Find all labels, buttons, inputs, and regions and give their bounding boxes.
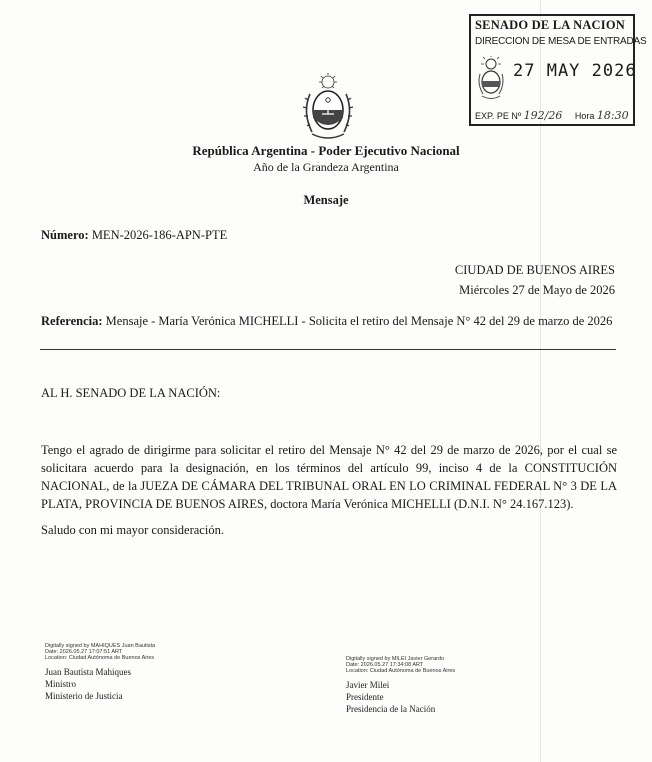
closing: Saludo con mi mayor consideración. bbox=[41, 523, 224, 537]
reference bbox=[41, 313, 616, 330]
number-value: MEN-2026-186-APN-PTE bbox=[91, 228, 228, 242]
document-type: Mensaje bbox=[303, 193, 349, 207]
digital-signature-line: Digitally signed by MILEI Javier Gerardo bbox=[346, 656, 445, 662]
digital-signature-location: Location: Ciudad Autónoma de Buenos Aires bbox=[45, 654, 155, 661]
addressee: AL H. SENADO DE LA NACIÓN: bbox=[41, 386, 221, 400]
stamp-expediente bbox=[475, 109, 629, 122]
stamp-title: SENADO DE LA NACION bbox=[475, 18, 626, 32]
stamp-date: 27 MAY 2026 bbox=[513, 61, 637, 81]
signer-role: Ministro bbox=[45, 679, 77, 690]
date: Miércoles 27 de Mayo de 2026 bbox=[459, 283, 615, 297]
stamp-hora-label: Hora bbox=[574, 111, 595, 121]
reference-text: Mensaje - María Verónica MICHELLI - Solicita el retiro del Mensaje N° 42 del 29 de marzo de 2026 bbox=[105, 314, 613, 328]
signature-block-minister bbox=[45, 644, 265, 702]
digital-signature-line: Digitally signed by MAHIQUES Juan Bautista bbox=[45, 643, 156, 649]
place-date bbox=[455, 260, 615, 300]
digital-signature-location: Location: Ciudad Autónoma de Buenos Aires bbox=[346, 667, 456, 674]
stamp-subtitle: DIRECCION DE MESA DE ENTRADAS bbox=[475, 36, 647, 47]
body-paragraph: Tengo el agrado de dirigirme para solicitar el retiro del Mensaje N° 42 del 29 de marzo de 2026, por el cual se solicitara acuerdo para la designación, en los términos del artículo 99, inciso 4 de la CONSTITUCIÓN NACIONAL, de la JUEZA DE CÁMARA DEL TRIBUNAL ORAL EN LO CRIMINAL FEDERAL N° 3 DE LA PLATA, PROVINCIA DE BUENOS AIRES, doctora María Verónica MICHELLI (D.N.I. N° 24.167.123). bbox=[41, 443, 617, 511]
signer-name: Javier Milei bbox=[346, 680, 390, 691]
stamp-exp-value: 192/26 bbox=[523, 109, 563, 122]
reception-stamp bbox=[469, 14, 647, 126]
stamp-hora-value: 18:30 bbox=[596, 109, 629, 122]
signer-role: Presidente bbox=[346, 692, 384, 703]
stamp-exp-label: EXP. PE Nº bbox=[475, 111, 522, 121]
city: CIUDAD DE BUENOS AIRES bbox=[454, 263, 615, 277]
header-title: República Argentina - Poder Ejecutivo Nacional bbox=[192, 143, 460, 158]
reference-label: Referencia: bbox=[41, 314, 103, 328]
signer-office: Presidencia de la Nación bbox=[346, 704, 436, 715]
signer-name: Juan Bautista Mahiques bbox=[45, 667, 131, 678]
digital-signature-date: Date: 2026.05.27 17:07:51 ART bbox=[45, 648, 123, 655]
number-label: Número: bbox=[41, 228, 89, 242]
divider bbox=[40, 349, 616, 350]
argentina-coat-of-arms-icon bbox=[300, 72, 356, 142]
header-subtitle: Año de la Grandeza Argentina bbox=[253, 160, 399, 174]
document-number bbox=[41, 228, 227, 243]
digital-signature-date: Date: 2026.05.27 17:34:08 ART bbox=[346, 661, 424, 668]
stamp-coat-of-arms-icon bbox=[477, 56, 505, 102]
signer-office: Ministerio de Justicia bbox=[45, 691, 123, 702]
signature-block-president bbox=[346, 657, 566, 715]
